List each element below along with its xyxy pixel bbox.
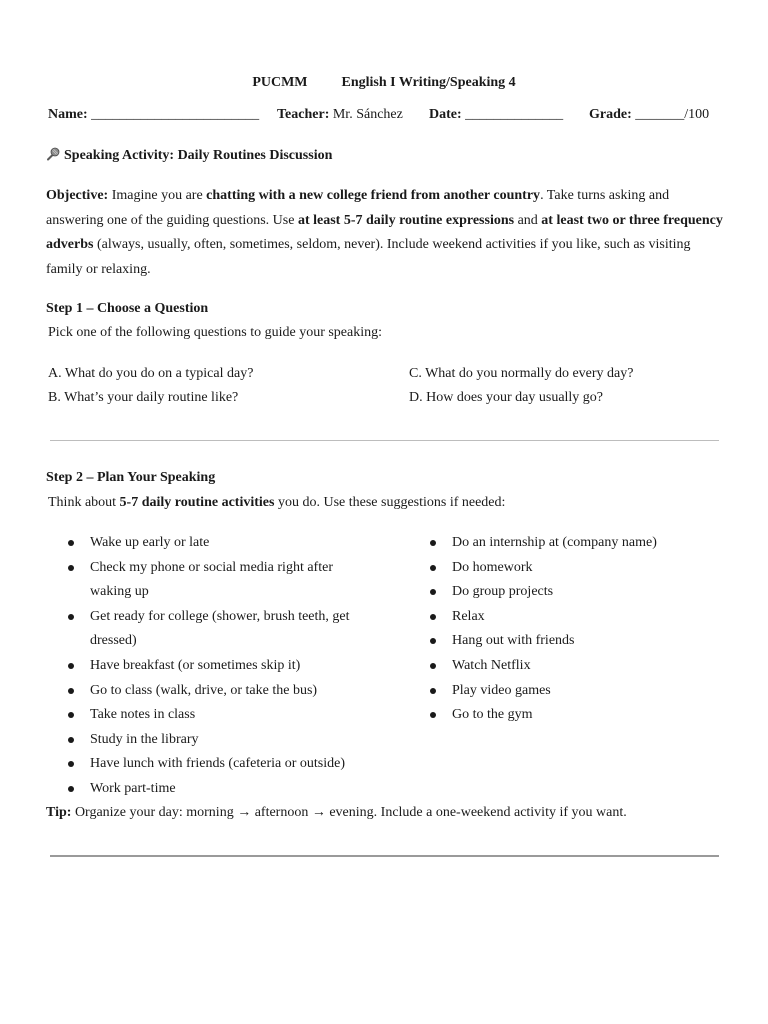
tip-line <box>46 803 627 823</box>
objective-text-3: and <box>514 212 542 228</box>
suggestion-item <box>68 531 368 556</box>
bullet-icon <box>430 614 436 620</box>
step2-intro-bold: 5-7 daily routine activities <box>119 495 275 510</box>
suggestion-item <box>430 556 730 581</box>
suggestion-text: Study in the library <box>90 731 199 747</box>
institution-name: PUCMM <box>252 75 308 90</box>
step2-intro-text-2: you do. Use these suggestions if needed: <box>274 495 506 510</box>
step2-title: Step 2 – Plan Your Speaking <box>46 470 216 485</box>
suggestion-item <box>68 556 368 605</box>
suggestion-text: Check my phone or social media right after waking up <box>90 559 333 600</box>
grade-field <box>589 105 709 125</box>
bullet-icon <box>430 663 436 669</box>
bullet-icon <box>68 614 74 620</box>
suggestion-text: Play video games <box>452 682 551 698</box>
suggestion-item <box>68 703 368 728</box>
name-field <box>48 105 259 125</box>
bullet-icon <box>68 565 74 571</box>
question-a: A. What do you do on a typical day? <box>48 366 254 381</box>
name-label: Name: <box>48 107 88 122</box>
step2-intro <box>48 493 505 513</box>
name-blank: ________________________ <box>91 107 260 122</box>
objective-bold-3: at least two or three frequency adverbs <box>46 212 723 252</box>
suggestion-item <box>430 703 730 728</box>
suggestion-text: Have lunch with friends (cafeteria or outside) <box>90 756 346 772</box>
tip-label: Tip: <box>46 805 72 820</box>
suggestion-text: Wake up early or late <box>90 535 210 550</box>
section-divider <box>50 440 719 441</box>
step1-intro: Pick one of the following questions to guide your speaking: <box>48 325 383 340</box>
suggestion-text: Do an internship at (company name) <box>452 535 657 550</box>
bullet-icon <box>68 761 74 767</box>
bottom-divider <box>50 855 719 857</box>
activity-title <box>46 146 332 166</box>
suggestion-text: Do homework <box>452 559 533 575</box>
objective-bold-2: at least 5-7 daily routine expressions <box>297 212 515 228</box>
bullet-icon <box>68 786 74 792</box>
grade-total: /100 <box>684 107 710 122</box>
suggestion-text: Go to the gym <box>452 707 533 723</box>
date-field <box>429 105 563 125</box>
bullet-icon <box>68 712 74 718</box>
question-b: B. What’s your daily routine like? <box>48 390 239 405</box>
grade-blank: _______ <box>635 107 685 122</box>
date-blank: ______________ <box>465 107 564 122</box>
suggestion-item <box>430 580 730 605</box>
activity-title-text: Speaking Activity: Daily Routines Discussion <box>64 148 333 163</box>
microphone-icon <box>46 147 60 161</box>
suggestion-item <box>430 629 730 654</box>
step1-title: Step 1 – Choose a Question <box>46 301 209 316</box>
objective-text-4: (always, usually, often, sometimes, seldom, never). Include weekend activities if you like, such as visiting family or relaxing. <box>46 237 691 277</box>
objective-text-2: . Take turns asking and answering one of the guiding questions. Use <box>46 188 670 228</box>
course-title: English I Writing/Speaking 4 <box>341 75 516 90</box>
worksheet-header <box>0 73 768 93</box>
objective-bold-1: chatting with a new college friend from another country <box>206 188 541 203</box>
suggestion-text: Go to class (walk, drive, or take the bus) <box>90 682 318 698</box>
teacher-label: Teacher: <box>277 107 330 122</box>
bullet-icon <box>68 540 74 546</box>
suggestion-text: Watch Netflix <box>452 657 531 673</box>
suggestion-text: Do group projects <box>452 584 554 600</box>
bullet-icon <box>430 589 436 595</box>
suggestions-list-left <box>68 531 368 802</box>
suggestion-text: Relax <box>452 608 485 624</box>
tip-text: Organize your day: morning → afternoon → evening. Include a one-weekend activity if you want. <box>71 805 627 820</box>
date-label: Date: <box>429 107 462 122</box>
suggestion-text: Get ready for college (shower, brush teeth, get dressed) <box>90 608 350 649</box>
suggestion-text: Take notes in class <box>90 707 196 723</box>
teacher-field <box>277 105 403 125</box>
grade-label: Grade: <box>589 107 632 122</box>
bullet-icon <box>430 565 436 571</box>
question-c: C. What do you normally do every day? <box>409 366 634 381</box>
suggestion-text: Hang out with friends <box>452 633 575 649</box>
suggestion-item <box>430 679 730 704</box>
suggestion-item <box>430 531 730 556</box>
suggestion-text: Have breakfast (or sometimes skip it) <box>90 657 301 673</box>
suggestion-item <box>430 605 730 630</box>
bullet-icon <box>68 663 74 669</box>
suggestions-list-right <box>430 531 730 728</box>
objective-text-1: Imagine you are <box>108 188 207 203</box>
objective-label: Objective: <box>46 188 109 203</box>
suggestion-item <box>68 654 368 679</box>
bullet-icon <box>430 688 436 694</box>
bullet-icon <box>430 712 436 718</box>
bullet-icon <box>430 540 436 546</box>
suggestion-item <box>68 728 368 753</box>
suggestion-item <box>430 654 730 679</box>
suggestion-item <box>68 679 368 704</box>
bullet-icon <box>68 737 74 743</box>
teacher-name: Mr. Sánchez <box>332 107 403 122</box>
step2-intro-text-1: Think about <box>48 495 120 510</box>
bullet-icon <box>430 638 436 644</box>
bullet-icon <box>68 688 74 694</box>
suggestion-item <box>68 605 368 654</box>
suggestion-item <box>68 752 368 777</box>
suggestion-item <box>68 777 368 802</box>
objective-paragraph <box>46 184 726 282</box>
suggestion-text: Work part-time <box>90 780 176 796</box>
question-d: D. How does your day usually go? <box>409 390 604 405</box>
